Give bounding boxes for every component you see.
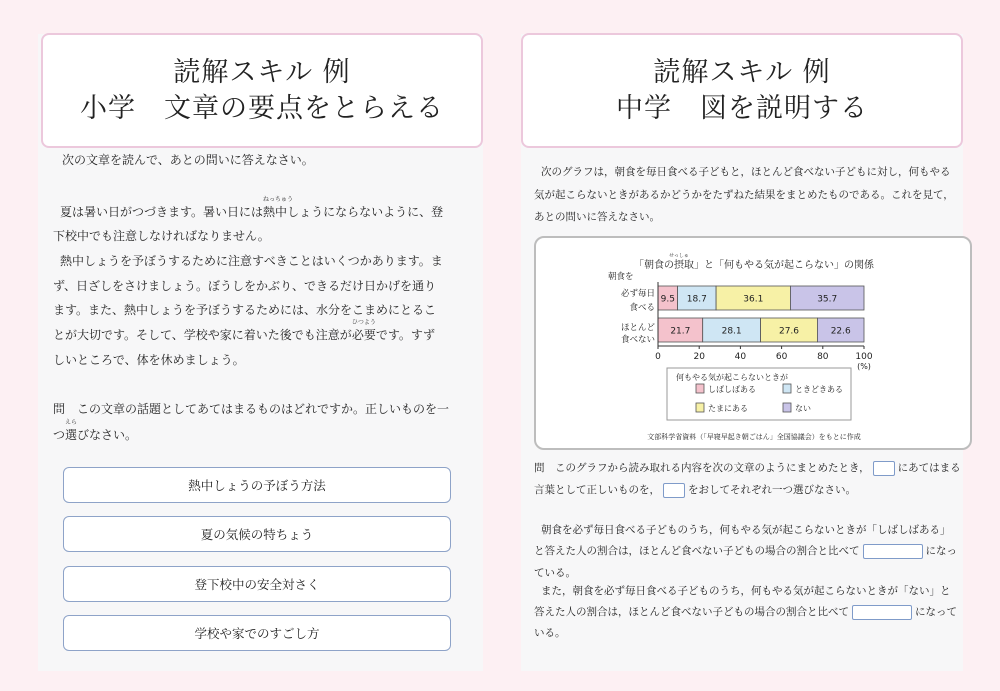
option-button-3[interactable]: 登下校中の安全対さく [63, 566, 451, 602]
x-tick-label-60: 60 [775, 352, 788, 362]
category-label-1-3: 食べる [629, 303, 655, 313]
bar-value-label-2-1: 21.7 [670, 326, 691, 337]
option-button-2[interactable]: 夏の気候の特ちょう [63, 516, 451, 552]
legend-title: 何もやる気が起こらないときが [676, 373, 788, 382]
legend-swatch-4 [783, 403, 791, 412]
bar-value-label-1-1: 9.5 [660, 294, 675, 305]
category-label-2-2: 食べない [620, 335, 655, 345]
right-title-line2: 中学 図を説明する [616, 92, 868, 124]
left-title-line1: 読解スキル 例 [173, 56, 351, 88]
category-label-1-2: 必ず毎日 [620, 289, 655, 299]
left-para2-line5: しいところで、体を休めましょう。 [53, 353, 245, 367]
option-button-1[interactable]: 熱中しょうの予ぼう方法 [63, 467, 451, 503]
legend-swatch-2 [783, 384, 791, 393]
right-intro-line2: 気が起こらないときがあるかどうかをたずねた結果をまとめたものである。これを見て， [534, 189, 954, 201]
left-para2-line3: ます。また、熱中しょうを予ぼうするためには、水分をこまめにとるこ [53, 303, 437, 317]
left-para1-line1: 夏は暑い日がつづきます。暑い日には ねっちゅう 熱中しょうにならないように、登 [60, 196, 444, 219]
left-para1-line2: 下校中でも注意しなければなりません。 [53, 229, 270, 243]
chart-container [534, 236, 972, 450]
x-tick-label-80: 80 [817, 352, 829, 362]
legend-label-3: たまにある [708, 404, 748, 413]
right-p2-line2: 答えた人の割合は，ほとんど食べない子どもの場合の割合と比べて になって [534, 606, 957, 618]
right-p2-line1: また，朝食を必ず毎日食べる子どものうち，何もやる気が起こらないときが「ない」と [541, 585, 951, 597]
right-intro-line3: あとの問いに答えなさい。 [534, 211, 660, 223]
bar-value-label-1-2: 18.7 [686, 294, 707, 305]
ruby-hitsuyou: ひつよう [351, 319, 376, 326]
chart-source: 文部科学省資料（「早寝早起き朝ごはん」全国協議会）をもとに作成 [647, 433, 861, 441]
blank-sample-box-2 [663, 483, 685, 498]
right-question-line1: 問 このグラフから読み取れる内容を次の文章のようにまとめたとき， にあてはまる [534, 462, 961, 474]
legend-swatch-1 [696, 384, 704, 393]
x-tick-label-20: 20 [693, 352, 705, 362]
left-question-line1: 問 この文章の話題としてあてはまるものはどれですか。正しいものを一 [53, 402, 450, 416]
left-instruction: 次の文章を読んで、あとの問いに答えなさい。 [62, 153, 314, 167]
bar-value-label-2-2: 28.1 [721, 326, 742, 337]
answer-blank-2[interactable] [852, 605, 912, 620]
left-para2-line2: ず、日ざしをさけましょう。ぼうしをかぶり、できるだけ日かげを通り [53, 279, 437, 293]
left-para2-line4: とが大切です。そして、学校や家に着いた後でも注意が ひつよう 必要です。すず [53, 319, 435, 342]
bar-value-label-2-4: 22.6 [830, 326, 851, 337]
left-title-card [41, 33, 483, 148]
stacked-bar-chart [536, 238, 970, 448]
x-tick-label-40: 40 [734, 352, 747, 362]
right-question-line2: 言葉として正しいものを， をおしてそれぞれ一つ選びなさい。 [534, 484, 856, 496]
right-p1-line1: 朝食を必ず毎日食べる子どものうち，何もやる気が起こらないときが「しばしばある」 [541, 524, 951, 536]
left-title-line2: 小学 文章の要点をとらえる [80, 92, 444, 124]
x-tick-label-100: 100 [855, 352, 873, 362]
right-p1-line2: と答えた人の割合は，ほとんど食べない子どもの場合の割合と比べて になっ [534, 545, 957, 557]
legend-swatch-3 [696, 403, 704, 412]
category-label-2-1: ほとんど [620, 323, 655, 333]
answer-blank-1[interactable] [863, 544, 923, 559]
left-question-line2: えら つ選びなさい。 [53, 419, 138, 442]
right-title-card [521, 33, 963, 148]
x-axis-unit: (%) [857, 362, 871, 371]
blank-sample-box [873, 461, 895, 476]
right-intro-line1: 次のグラフは，朝食を毎日食べる子どもと，ほとんど食べない子どもに対し，何もやる [541, 166, 951, 178]
category-label-1-1: 朝食を [608, 272, 634, 282]
ruby-nechu: ねっちゅう [263, 196, 294, 203]
right-title-line1: 読解スキル 例 [653, 56, 831, 88]
left-para2-line1: 熱中しょうを予ぼうするために注意すべきことはいくつかあります。ま [60, 254, 443, 268]
option-button-4[interactable]: 学校や家でのすごし方 [63, 615, 451, 651]
legend-label-2: ときどきある [795, 385, 843, 394]
bar-value-label-2-3: 27.6 [778, 326, 800, 337]
bar-value-label-1-3: 36.1 [743, 294, 764, 305]
chart-title-ruby: せっしゅ [669, 253, 689, 259]
bar-value-label-1-4: 35.7 [817, 294, 838, 305]
legend-label-4: ない [795, 404, 811, 413]
right-p1-line3: ている。 [534, 567, 576, 579]
right-p2-line3: いる。 [534, 627, 566, 639]
x-tick-label-0: 0 [655, 352, 661, 362]
chart-title: 「朝食の摂取」と「何もやる気が起こらない」の関係 [634, 260, 874, 271]
legend-label-1: しばしばある [708, 385, 756, 394]
ruby-era: えら [65, 419, 78, 426]
